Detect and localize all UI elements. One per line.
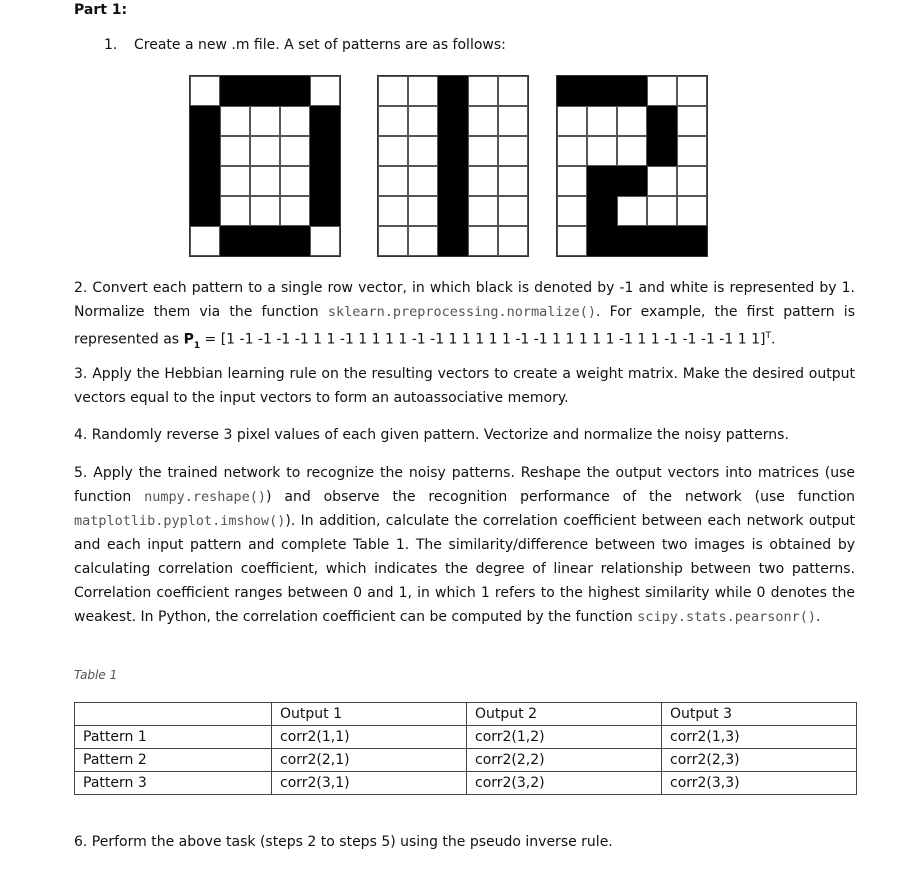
- transpose-sup: T: [765, 331, 771, 341]
- pattern-cell: [647, 196, 677, 226]
- pattern-cell: [677, 226, 707, 256]
- pattern-grid-3: [556, 75, 708, 257]
- step-6: 6. Perform the above task (steps 2 to steps 5) using the pseudo inverse rule.: [74, 834, 613, 850]
- pattern-cell: [250, 226, 280, 256]
- table-cell: corr2(3,2): [467, 772, 662, 795]
- pattern-cell: [677, 136, 707, 166]
- pattern-cell: [617, 106, 647, 136]
- pattern-cell: [587, 106, 617, 136]
- pattern-cell: [617, 76, 647, 106]
- pattern-cell: [677, 76, 707, 106]
- table-header-empty: [75, 703, 272, 726]
- vector-values: = [1 -1 -1 -1 -1 1 1 -1 1 1 1 1 -1 -1 1 1 1 1 1 -1 -1 1 1 1 1 1 -1 1 1 -1 -1 -1 -1 1 1]: [200, 331, 766, 348]
- pattern-grid-2: [377, 75, 529, 257]
- pattern-cell: [250, 106, 280, 136]
- table-row: [75, 749, 857, 772]
- pattern-cell: [378, 76, 408, 106]
- correlation-table: [74, 702, 857, 795]
- step-2-text-b: . For example, the first pattern is represented as: [74, 304, 855, 348]
- table-cell: corr2(2,3): [662, 749, 857, 772]
- pattern-cell: [557, 196, 587, 226]
- step-4: 4. Randomly reverse 3 pixel values of each given pattern. Vectorize and normalize the noisy patterns.: [74, 427, 789, 443]
- pattern-cell: [190, 166, 220, 196]
- pattern-cell: [677, 196, 707, 226]
- pattern-cell: [220, 196, 250, 226]
- table-cell: corr2(1,2): [467, 726, 662, 749]
- pattern-cell: [438, 166, 468, 196]
- pattern-cell: [378, 136, 408, 166]
- pattern-cell: [190, 76, 220, 106]
- table-header-output-2: Output 2: [467, 703, 662, 726]
- pattern-cell: [438, 76, 468, 106]
- pattern-cell: [280, 106, 310, 136]
- pattern-cell: [310, 226, 340, 256]
- pattern-cell: [408, 136, 438, 166]
- pattern-cell: [378, 106, 408, 136]
- table-row-label: Pattern 2: [75, 749, 272, 772]
- pattern-cell: [220, 226, 250, 256]
- pattern-cell: [280, 226, 310, 256]
- pattern-cell: [647, 76, 677, 106]
- table-caption: Table 1: [74, 668, 118, 682]
- table-row: [75, 772, 857, 795]
- pattern-cell: [647, 136, 677, 166]
- pattern-cell: [220, 166, 250, 196]
- pattern-cell: [498, 106, 528, 136]
- pattern-cell: [378, 196, 408, 226]
- table-cell: corr2(3,1): [272, 772, 467, 795]
- pattern-cell: [378, 166, 408, 196]
- pattern-cell: [438, 106, 468, 136]
- table-row-label: Pattern 3: [75, 772, 272, 795]
- pattern-cell: [557, 226, 587, 256]
- pattern-cell: [498, 196, 528, 226]
- step-2: [74, 276, 855, 357]
- table-header-output-3: Output 3: [662, 703, 857, 726]
- vector-subscript: 1: [193, 340, 201, 351]
- table-cell: corr2(1,1): [272, 726, 467, 749]
- table-header-row: [75, 703, 857, 726]
- pattern-cell: [250, 196, 280, 226]
- pattern-cell: [587, 136, 617, 166]
- pattern-cell: [617, 136, 647, 166]
- pattern-cell: [408, 166, 438, 196]
- step-5-text-a: 5. Apply the trained network to recognize the noisy patterns. Reshape the output vectors into matrices (use function: [74, 465, 855, 505]
- pattern-cell: [408, 226, 438, 256]
- step-2-end: .: [770, 331, 776, 348]
- pattern-cell: [557, 106, 587, 136]
- table-cell: corr2(2,2): [467, 749, 662, 772]
- pattern-cell: [310, 76, 340, 106]
- pattern-cell: [438, 196, 468, 226]
- step-1-number: 1.: [104, 37, 118, 53]
- pattern-cell: [498, 166, 528, 196]
- pattern-cell: [220, 76, 250, 106]
- pattern-cell: [310, 106, 340, 136]
- step-2-text: 2. Convert each pattern to a single row vector, in which black is denoted by -1 and white is represented by 1. Normalize them via the function: [74, 280, 855, 320]
- step-5-text-b: ) and observe the recognition performance of the network (use function: [266, 489, 856, 505]
- pattern-cell: [468, 106, 498, 136]
- pattern-cell: [250, 136, 280, 166]
- pattern-cell: [587, 226, 617, 256]
- pattern-cell: [617, 226, 647, 256]
- pattern-cell: [468, 166, 498, 196]
- pattern-cell: [220, 136, 250, 166]
- pattern-cell: [647, 166, 677, 196]
- pattern-cell: [498, 136, 528, 166]
- pattern-cell: [250, 166, 280, 196]
- pattern-cell: [587, 166, 617, 196]
- step-1: [104, 37, 506, 53]
- step-3: 3. Apply the Hebbian learning rule on the resulting vectors to create a weight matrix. Make the desired output vectors equal to the input vectors to form an autoassociative memory.: [74, 366, 855, 406]
- code-normalize: sklearn.preprocessing.normalize(): [327, 304, 597, 320]
- pattern-cell: [647, 106, 677, 136]
- table-cell: corr2(2,1): [272, 749, 467, 772]
- table-row: [75, 726, 857, 749]
- pattern-cell: [468, 196, 498, 226]
- pattern-cell: [310, 136, 340, 166]
- pattern-cell: [587, 76, 617, 106]
- table-header-output-1: Output 1: [272, 703, 467, 726]
- pattern-cell: [617, 196, 647, 226]
- pattern-cell: [190, 226, 220, 256]
- pattern-cell: [220, 106, 250, 136]
- pattern-cell: [557, 136, 587, 166]
- table-cell: corr2(1,3): [662, 726, 857, 749]
- code-pearsonr: scipy.stats.pearsonr(): [637, 609, 816, 625]
- pattern-cell: [280, 166, 310, 196]
- pattern-cell: [468, 76, 498, 106]
- pattern-cell: [468, 136, 498, 166]
- pattern-cell: [190, 196, 220, 226]
- pattern-cell: [310, 196, 340, 226]
- pattern-cell: [408, 106, 438, 136]
- pattern-cell: [280, 196, 310, 226]
- pattern-cell: [617, 166, 647, 196]
- pattern-cell: [677, 106, 707, 136]
- pattern-cell: [438, 226, 468, 256]
- pattern-cell: [190, 136, 220, 166]
- pattern-grid-1: [189, 75, 341, 257]
- pattern-cell: [280, 136, 310, 166]
- part-title: Part 1:: [74, 2, 128, 18]
- pattern-cell: [557, 166, 587, 196]
- pattern-cell: [587, 196, 617, 226]
- step-5-text-d: .: [816, 609, 821, 625]
- pattern-cell: [438, 136, 468, 166]
- pattern-cell: [557, 76, 587, 106]
- step-1-text: Create a new .m file. A set of patterns are as follows:: [134, 37, 506, 53]
- pattern-cell: [498, 226, 528, 256]
- pattern-cell: [468, 226, 498, 256]
- pattern-cell: [190, 106, 220, 136]
- pattern-cell: [310, 166, 340, 196]
- code-reshape: numpy.reshape(): [144, 489, 267, 505]
- step-5-text-c: ). In addition, calculate the correlation coefficient between each network output and each input pattern and complete Table 1. The similarity/difference between two images is obtained by calculating correlation coefficient, which indicates the degree of linear relationship between two patterns. Correlation coefficient ranges between 0 and 1, in which 1 refers to the highest similarity while 0 denotes the weakest. In Python, the correlation coefficient can be computed by the function: [74, 513, 855, 625]
- code-imshow: matplotlib.pyplot.imshow(): [74, 513, 286, 529]
- pattern-cell: [498, 76, 528, 106]
- step-5: [74, 461, 855, 629]
- table-row-label: Pattern 1: [75, 726, 272, 749]
- pattern-cell: [250, 76, 280, 106]
- vector-label: P: [183, 331, 194, 348]
- table-cell: corr2(3,3): [662, 772, 857, 795]
- pattern-cell: [408, 196, 438, 226]
- pattern-cell: [280, 76, 310, 106]
- pattern-cell: [408, 76, 438, 106]
- pattern-cell: [378, 226, 408, 256]
- pattern-cell: [677, 166, 707, 196]
- pattern-cell: [647, 226, 677, 256]
